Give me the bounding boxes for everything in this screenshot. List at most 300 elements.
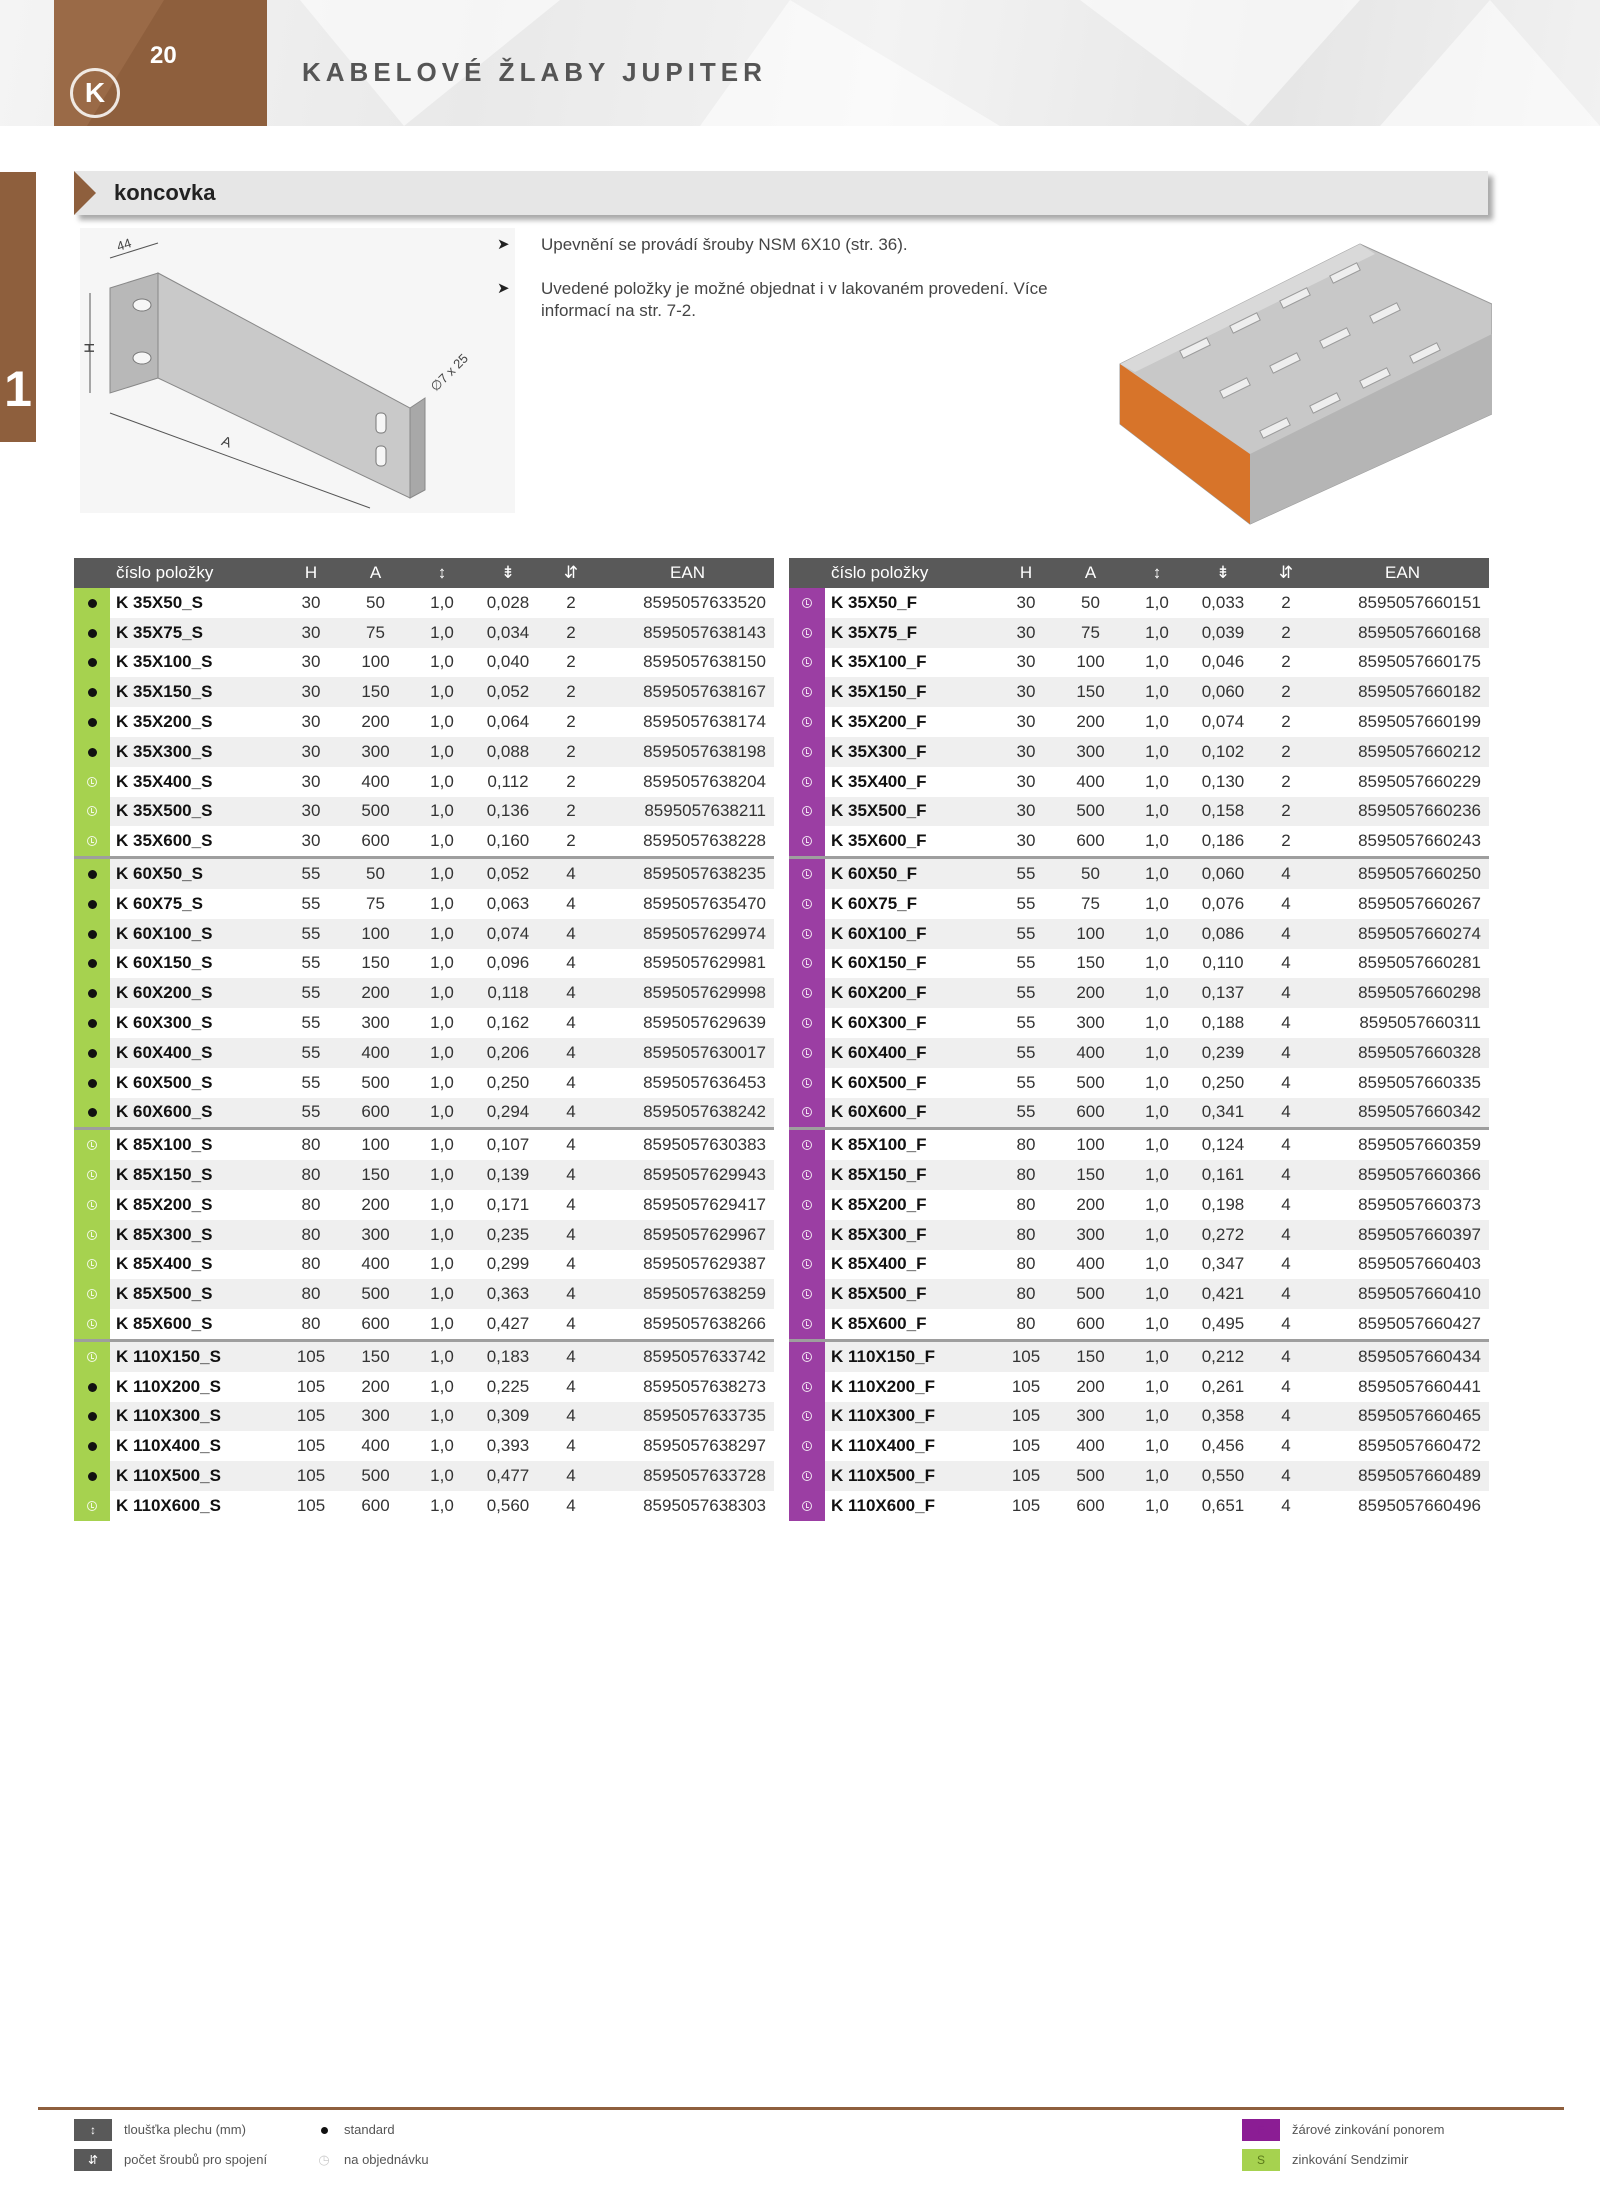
clock-icon [802, 1107, 812, 1117]
cell-screws: 4 [541, 1038, 601, 1068]
status-cell [74, 1068, 110, 1098]
cell-screws: 4 [541, 1160, 601, 1190]
table-row [789, 648, 1489, 678]
cell-thickness: 1,0 [1145, 953, 1169, 973]
cell-h: 105 [1011, 1436, 1041, 1456]
note-item [497, 278, 1097, 322]
item-code: K 85X600_S [116, 1314, 213, 1334]
standard-dot-icon [88, 688, 97, 697]
table-row [789, 1190, 1489, 1220]
clock-icon [802, 988, 812, 998]
standard-dot-icon [88, 658, 97, 667]
clock-icon [87, 836, 97, 846]
clock-icon [802, 657, 812, 667]
cell-thickness: 1,0 [409, 1098, 475, 1129]
status-cell [789, 1129, 825, 1160]
cell-h: 80 [1016, 1314, 1036, 1334]
table-row [74, 1008, 774, 1038]
table-row [74, 1190, 774, 1220]
cell-ean: 8595057630383 [601, 1129, 774, 1160]
header-item-code: číslo položky [825, 558, 995, 588]
table-row [789, 826, 1489, 857]
item-code: K 35X100_F [831, 652, 927, 672]
cell-weight: 0,161 [1190, 1160, 1256, 1190]
cell-screws: 4 [541, 1220, 601, 1250]
cell-ean: 8595057633728 [601, 1461, 774, 1491]
cell-screws: 2 [541, 677, 601, 707]
table-header-row [74, 558, 774, 588]
cell-a: 300 [1057, 1402, 1124, 1432]
clock-icon [87, 1259, 97, 1269]
cell-thickness: 1,0 [1145, 1072, 1169, 1092]
cell-screws: 4 [1281, 893, 1291, 913]
cell-ean: 8595057638167 [601, 677, 774, 707]
cell-h: 105 [995, 1340, 1057, 1371]
cell-a: 100 [1076, 652, 1105, 672]
screws-icon: ⇵ [74, 2149, 112, 2171]
cell-ean: 8595057633735 [601, 1402, 774, 1432]
clock-icon: ◷ [318, 2152, 330, 2167]
cell-ean: 8595057638235 [601, 858, 774, 889]
standard-dot-icon [88, 718, 97, 727]
item-code: K 35X600_S [116, 831, 213, 851]
cell-ean: 8595057629943 [601, 1160, 774, 1190]
item-code: K 35X100_S [116, 652, 213, 672]
drawing-label-height: H [81, 342, 97, 353]
cell-h: 105 [280, 1340, 342, 1371]
cell-a: 50 [366, 592, 385, 612]
standard-dot-icon [88, 870, 97, 879]
product-table-sendzimir [74, 558, 774, 1521]
cell-weight: 0,039 [1190, 618, 1256, 648]
table-row [74, 1279, 774, 1309]
cell-thickness: 1,0 [1124, 677, 1190, 707]
cell-thickness: 1,0 [1145, 831, 1169, 851]
status-cell [74, 588, 110, 618]
cell-ean: 8595057660236 [1316, 797, 1489, 827]
cell-screws: 4 [1281, 1376, 1291, 1396]
status-cell [789, 1431, 825, 1461]
legend-sendzimir-label: zinkování Sendzimir [1292, 2152, 1409, 2167]
item-code: K 85X500_S [110, 1279, 280, 1309]
table-row [789, 919, 1489, 949]
cell-a: 600 [1057, 1098, 1124, 1129]
standard-dot-icon [314, 2119, 334, 2141]
cell-weight: 0,110 [1202, 953, 1244, 973]
header-weight-icon: ⇟ [1190, 558, 1256, 588]
cell-thickness: 1,0 [409, 978, 475, 1008]
status-cell [74, 919, 110, 949]
item-code: K 110X500_S [110, 1461, 280, 1491]
table-row [74, 949, 774, 979]
cell-h: 30 [995, 618, 1057, 648]
cell-screws: 4 [1256, 978, 1316, 1008]
cell-h: 30 [1016, 712, 1036, 732]
cell-screws: 4 [566, 1013, 576, 1033]
clock-icon [802, 929, 812, 939]
cell-h: 80 [301, 1254, 321, 1274]
header-a: A [1057, 558, 1124, 588]
cell-thickness: 1,0 [1145, 1314, 1169, 1334]
cell-ean: 8595057629639 [643, 1013, 766, 1033]
item-code: K 35X200_F [831, 712, 927, 732]
item-code: K 60X75_S [116, 893, 203, 913]
cell-screws: 2 [1256, 737, 1316, 767]
cell-h: 30 [280, 797, 342, 827]
cell-thickness: 1,0 [1124, 919, 1190, 949]
cell-h: 105 [296, 1376, 326, 1396]
cell-h: 80 [280, 1220, 342, 1250]
cell-weight: 0,112 [487, 771, 529, 791]
item-code: K 85X100_S [110, 1129, 280, 1160]
drawing-label-length: A [219, 432, 234, 451]
cell-a: 75 [342, 618, 409, 648]
table-row [74, 737, 774, 767]
standard-dot-icon [88, 629, 97, 638]
cell-a: 300 [1076, 1013, 1105, 1033]
cell-thickness: 1,0 [1145, 1495, 1169, 1515]
item-code: K 35X600_F [831, 831, 927, 851]
cell-a: 100 [1057, 919, 1124, 949]
cell-h: 105 [995, 1402, 1057, 1432]
cell-ean: 8595057660199 [1358, 712, 1481, 732]
cell-thickness: 1,0 [430, 1495, 454, 1515]
cell-h: 80 [1016, 1254, 1036, 1274]
header-screws-icon: ⇵ [541, 558, 601, 588]
cell-a: 150 [1057, 1340, 1124, 1371]
cell-h: 80 [995, 1220, 1057, 1250]
cell-h: 30 [995, 797, 1057, 827]
cell-a: 150 [1057, 677, 1124, 707]
standard-dot-icon [88, 900, 97, 909]
cell-a: 50 [1081, 592, 1100, 612]
cell-thickness: 1,0 [1124, 1129, 1190, 1160]
cell-h: 30 [301, 771, 321, 791]
item-code: K 60X75_F [831, 893, 917, 913]
bullet-arrow-icon: ➤ [497, 280, 510, 297]
cell-h: 105 [1011, 1495, 1041, 1515]
table-row [789, 1402, 1489, 1432]
cell-ean: 8595057638266 [643, 1314, 766, 1334]
cell-weight: 0,130 [1201, 771, 1245, 791]
cell-screws: 4 [566, 1254, 576, 1274]
clock-icon [87, 806, 97, 816]
cell-thickness: 1,0 [430, 1013, 454, 1033]
cell-a: 75 [1057, 618, 1124, 648]
cell-h: 55 [995, 858, 1057, 889]
cell-weight: 0,651 [1201, 1495, 1245, 1515]
cell-a: 400 [361, 771, 390, 791]
cell-screws: 2 [1281, 831, 1291, 851]
cell-weight: 0,046 [1201, 652, 1245, 672]
cell-a: 600 [342, 1098, 409, 1129]
item-code: K 60X50_F [825, 858, 995, 889]
cell-h: 30 [301, 652, 321, 672]
cell-weight: 0,028 [486, 592, 530, 612]
cell-a: 400 [1076, 771, 1105, 791]
hot-dip-code: F [1242, 2119, 1280, 2141]
cell-screws: 4 [1281, 1314, 1291, 1334]
status-cell [74, 707, 110, 737]
cell-weight: 0,225 [486, 1376, 530, 1396]
cell-ean: 8595057638211 [601, 797, 774, 827]
note-text: Uvedené položky je možné objednat i v lakovaném provedení. Více informací na str. 7-2. [541, 279, 1048, 320]
cell-screws: 2 [566, 592, 576, 612]
table-row [74, 1098, 774, 1129]
cell-h: 30 [995, 677, 1057, 707]
cell-screws: 4 [566, 1314, 576, 1334]
item-code: K 85X200_S [116, 1194, 213, 1214]
cell-a: 400 [342, 1038, 409, 1068]
cell-ean: 8595057629998 [601, 978, 774, 1008]
table-row [74, 707, 774, 737]
status-cell [74, 1372, 110, 1402]
table-row [789, 588, 1489, 618]
table-row [789, 1372, 1489, 1402]
cell-a: 500 [342, 1279, 409, 1309]
cell-screws: 4 [1281, 1194, 1291, 1214]
item-code: K 85X150_S [110, 1160, 280, 1190]
cell-thickness: 1,0 [1124, 737, 1190, 767]
footer-divider [38, 2107, 1564, 2110]
cell-a: 400 [361, 1254, 390, 1274]
item-code: K 35X200_S [116, 712, 213, 732]
item-code: K 60X300_F [831, 1013, 927, 1033]
table-row [74, 1372, 774, 1402]
cell-screws: 2 [541, 737, 601, 767]
cell-a: 400 [1057, 1038, 1124, 1068]
cell-h: 80 [301, 1194, 321, 1214]
cell-screws: 4 [566, 1072, 576, 1092]
table-row [74, 1402, 774, 1432]
table-row [789, 1431, 1489, 1461]
cell-screws: 2 [566, 831, 576, 851]
cell-thickness: 1,0 [409, 1038, 475, 1068]
cell-h: 55 [1016, 893, 1036, 913]
status-cell [789, 677, 825, 707]
cell-screws: 4 [566, 1376, 576, 1396]
status-cell [789, 1461, 825, 1491]
cell-screws: 2 [541, 618, 601, 648]
cell-thickness: 1,0 [409, 919, 475, 949]
cell-ean: 8595057633520 [643, 592, 766, 612]
item-code: K 35X500_S [110, 797, 280, 827]
item-code: K 85X300_S [110, 1220, 280, 1250]
cell-ean: 8595057660267 [1358, 893, 1481, 913]
cell-h: 55 [995, 1038, 1057, 1068]
standard-dot-icon [88, 1019, 97, 1028]
item-code: K 110X150_S [110, 1340, 280, 1371]
cell-ean: 8595057638204 [643, 771, 766, 791]
cell-weight: 0,107 [475, 1129, 541, 1160]
cell-a: 50 [1057, 858, 1124, 889]
cell-thickness: 1,0 [409, 1461, 475, 1491]
cell-h: 30 [301, 831, 321, 851]
cell-thickness: 1,0 [409, 1160, 475, 1190]
cell-h: 55 [301, 1013, 321, 1033]
status-cell [74, 1279, 110, 1309]
cell-a: 200 [1076, 712, 1105, 732]
cell-ean: 8595057630017 [601, 1038, 774, 1068]
clock-icon [87, 1170, 97, 1180]
status-cell [74, 978, 110, 1008]
cell-screws: 2 [1281, 652, 1291, 672]
table-row [74, 677, 774, 707]
cell-h: 80 [280, 1160, 342, 1190]
cell-ean: 8595057660311 [1359, 1013, 1481, 1033]
cell-h: 30 [1016, 652, 1036, 672]
status-cell [74, 1160, 110, 1190]
item-code: K 35X150_F [825, 677, 995, 707]
cell-screws: 4 [541, 1129, 601, 1160]
item-code: K 85X500_F [825, 1279, 995, 1309]
cell-screws: 4 [566, 893, 576, 913]
clock-icon [87, 1289, 97, 1299]
item-code: K 110X600_S [116, 1495, 221, 1515]
cell-h: 55 [995, 919, 1057, 949]
cell-weight: 0,060 [1190, 677, 1256, 707]
table-row [789, 1279, 1489, 1309]
item-code: K 110X300_F [825, 1402, 995, 1432]
cell-thickness: 1,0 [1145, 1376, 1169, 1396]
cell-weight: 0,158 [1190, 797, 1256, 827]
table-row [789, 1129, 1489, 1160]
cell-weight: 0,171 [486, 1194, 530, 1214]
cell-ean: 8595057660175 [1358, 652, 1481, 672]
status-cell [789, 978, 825, 1008]
legend-screws-label: počet šroubů pro spojení [124, 2152, 268, 2167]
status-cell [74, 1038, 110, 1068]
standard-dot-icon [88, 599, 97, 608]
status-cell [74, 889, 110, 919]
item-code: K 35X50_F [831, 592, 917, 612]
header-a: A [342, 558, 409, 588]
clock-icon [802, 1501, 812, 1511]
status-cell [789, 1250, 825, 1280]
status-cell [74, 1461, 110, 1491]
clock-icon [87, 1230, 97, 1240]
cell-thickness: 1,0 [1124, 1402, 1190, 1432]
cell-thickness: 1,0 [430, 592, 454, 612]
status-cell [789, 1491, 825, 1521]
cell-weight: 0,118 [475, 978, 541, 1008]
cell-thickness: 1,0 [1124, 797, 1190, 827]
clock-icon [87, 1140, 97, 1150]
cell-screws: 4 [541, 978, 601, 1008]
cell-thickness: 1,0 [1145, 1254, 1169, 1274]
cell-ean: 8595057636453 [643, 1072, 766, 1092]
table-row [789, 1068, 1489, 1098]
header-h: H [995, 558, 1057, 588]
cell-a: 200 [1076, 1194, 1105, 1214]
cell-a: 150 [361, 953, 390, 973]
clock-icon [802, 1289, 812, 1299]
cell-ean: 8595057638150 [643, 652, 766, 672]
cell-screws: 4 [1256, 919, 1316, 949]
table-row [789, 978, 1489, 1008]
cell-a: 500 [1057, 1279, 1124, 1309]
status-cell [74, 826, 110, 857]
item-code: K 110X500_F [825, 1461, 995, 1491]
cell-screws: 4 [541, 1098, 601, 1129]
cell-ean: 8595057660182 [1316, 677, 1489, 707]
cell-weight: 0,272 [1190, 1220, 1256, 1250]
cell-ean: 8595057660298 [1316, 978, 1489, 1008]
status-cell [74, 1250, 110, 1280]
cell-h: 80 [280, 1129, 342, 1160]
note-text: Upevnění se provádí šrouby NSM 6X10 (str. 36). [541, 235, 908, 254]
cell-screws: 4 [566, 1436, 576, 1456]
status-cell [74, 1098, 110, 1129]
cell-weight: 0,033 [1201, 592, 1245, 612]
status-cell [789, 1068, 825, 1098]
cell-h: 30 [1016, 831, 1036, 851]
cell-weight: 0,060 [1190, 858, 1256, 889]
cell-a: 150 [342, 677, 409, 707]
cell-screws: 4 [541, 919, 601, 949]
item-code: K 35X300_S [110, 737, 280, 767]
cell-ean: 8595057660335 [1358, 1072, 1481, 1092]
standard-dot-icon [88, 959, 97, 968]
cell-ean: 8595057660489 [1316, 1461, 1489, 1491]
header-thickness-icon: ↕ [409, 558, 475, 588]
cell-weight: 0,074 [475, 919, 541, 949]
item-code: K 35X500_F [825, 797, 995, 827]
drawing-label-width: 44 [114, 235, 134, 254]
cell-ean: 8595057638297 [643, 1436, 766, 1456]
item-code: K 85X300_F [825, 1220, 995, 1250]
item-code: K 110X150_F [825, 1340, 995, 1371]
cell-screws: 4 [541, 1461, 601, 1491]
cell-a: 200 [361, 712, 390, 732]
cell-thickness: 1,0 [1124, 1461, 1190, 1491]
status-cell [789, 1279, 825, 1309]
notes-list [497, 234, 1097, 344]
cell-a: 150 [1076, 953, 1105, 973]
legend-screws [74, 2149, 267, 2171]
cell-h: 55 [280, 1038, 342, 1068]
clock-icon [802, 1259, 812, 1269]
cell-screws: 4 [1281, 1013, 1291, 1033]
clock-icon [802, 1352, 812, 1362]
cell-weight: 0,560 [486, 1495, 530, 1515]
item-code: K 60X200_S [110, 978, 280, 1008]
thickness-icon: ↕ [74, 2119, 112, 2141]
cell-thickness: 1,0 [430, 893, 454, 913]
status-cell [74, 677, 110, 707]
cell-ean: 8595057660397 [1316, 1220, 1489, 1250]
clock-icon [802, 628, 812, 638]
cell-weight: 0,309 [475, 1402, 541, 1432]
cell-weight: 0,421 [1190, 1279, 1256, 1309]
table-row [74, 1038, 774, 1068]
cell-h: 55 [280, 858, 342, 889]
cell-a: 200 [361, 1376, 390, 1396]
status-cell [789, 588, 825, 618]
status-cell [789, 1008, 825, 1038]
cell-h: 55 [995, 1098, 1057, 1129]
cell-a: 100 [342, 1129, 409, 1160]
cell-thickness: 1,0 [430, 1314, 454, 1334]
status-cell [789, 1340, 825, 1371]
section-header [74, 171, 1488, 215]
cell-screws: 2 [566, 652, 576, 672]
cell-a: 500 [342, 1461, 409, 1491]
cell-h: 105 [296, 1495, 326, 1515]
status-cell [789, 1372, 825, 1402]
cell-thickness: 1,0 [1145, 712, 1169, 732]
cell-ean: 8595057638242 [601, 1098, 774, 1129]
